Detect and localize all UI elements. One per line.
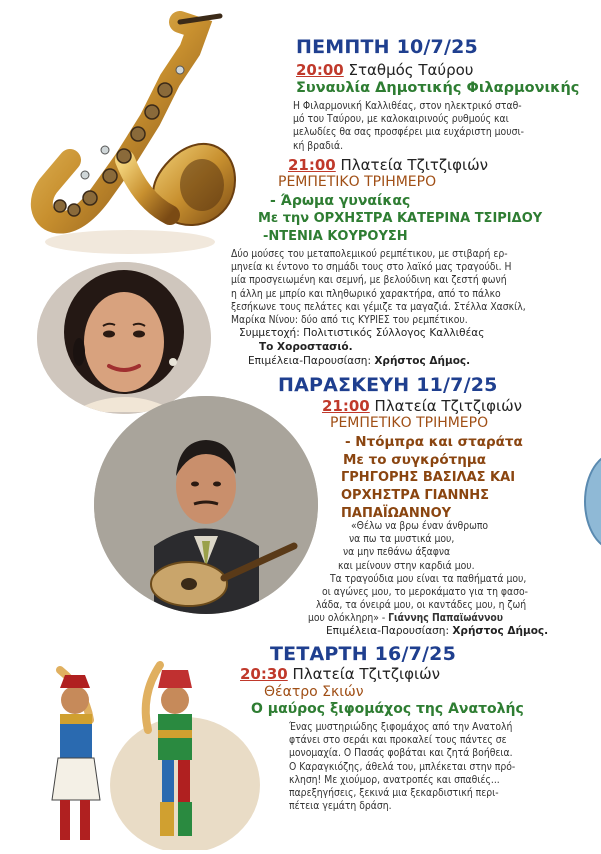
quote-line: λάδα, τα όνειρά μου, οι καντάδες μου, η ζωή <box>316 599 527 612</box>
quote-line: και μείνουν στην καρδιά μου. <box>338 559 475 572</box>
event-4-time-venue <box>240 665 440 683</box>
event-2-credit-label: Επιμέλεια-Παρουσίαση: <box>248 355 375 367</box>
event-2-time: 21:00 <box>288 156 336 174</box>
event-4-series: Θέατρο Σκιών <box>264 684 364 700</box>
event-4-description <box>289 721 594 813</box>
event-2-credit <box>248 355 470 367</box>
event-2-time-venue <box>288 156 488 174</box>
event-2-desc-line: μηνεία κι έντονο το σημάδι τους στο λαϊκό μας τραγούδι. Η <box>231 261 512 274</box>
quote-line: οι αγώνες μου, το μεροκάματο για τη φασο- <box>322 586 528 599</box>
event-4-desc-line: Ένας μυστηριώδης ξιφομάχος από την Ανατολή <box>289 721 513 733</box>
event-1-title: Συναυλία Δημοτικής Φιλαρμονικής <box>296 80 580 96</box>
event-3-quote <box>296 520 596 626</box>
event-2-series: ΡΕΜΠΕΤΙΚΟ ΤΡΙΗΜΕΡΟ <box>278 174 437 190</box>
event-2-description <box>231 248 593 327</box>
event-1-time-venue <box>296 61 474 79</box>
event-3-band-2: ΟΡΧΗΣΤΡΑ ΓΙΑΝΝΗΣ <box>341 488 490 503</box>
event-3-credit <box>326 625 548 637</box>
event-4-time: 20:30 <box>240 665 288 683</box>
quote-line: μου ολόκληρη» - <box>308 612 389 625</box>
event-2-dance-name: Το Χοροστασιό. <box>259 341 353 353</box>
event-4-desc-line: πέτεια γεμάτη δράση. <box>289 800 392 813</box>
event-2-singer: -ΝΤΕΝΙΑ ΚΟΥΡΟΥΣΗ <box>263 229 408 244</box>
event-4-venue: Πλατεία Τζιτζιφιών <box>287 665 441 683</box>
edge-decoration <box>584 452 601 547</box>
musician-portrait-man-bouzouki <box>94 396 318 614</box>
event-2-desc-line: μία προσγειωμένη και σεμνή, με βελούδινη και ζεστή φωνή <box>231 274 507 287</box>
event-3-series: ΡΕΜΠΕΤΙΚΟ ΤΡΙΗΜΕΡΟ <box>330 415 489 431</box>
event-4-desc-line: φτάνει στο σεράι και προκαλεί τους πάντες σε <box>289 734 507 747</box>
event-1-description <box>293 100 588 153</box>
quote-author: Γιάννης Παπαϊωάννου <box>388 612 504 625</box>
event-2-dance-group <box>259 341 353 353</box>
event-1-day: ΠΕΜΠΤΗ 10/7/25 <box>296 36 478 58</box>
event-2-participation: Συμμετοχή: Πολιτιστικός Σύλλογος Καλλιθέας <box>239 327 485 339</box>
event-3-band-1: ΓΡΗΓΟΡΗΣ ΒΑΣΙΛΑΣ ΚΑΙ <box>341 470 516 485</box>
event-2-venue: Πλατεία Τζιτζιφιών <box>335 156 489 174</box>
singer-portrait-woman <box>37 262 211 414</box>
event-2-credit-name: Χρήστος Δήμος. <box>374 355 471 367</box>
quote-line: Τα τραγούδια μου είναι τα παθήματά μου, <box>330 572 527 585</box>
event-1-desc-line: μελωδίες θα σας προσφέρει μια ευχάριστη μουσι- <box>293 126 524 139</box>
shadow-puppets-karagiozis <box>30 650 260 850</box>
event-4-desc-line: κληση! Με χιούμορ, ανατροπές και σπαθιές... <box>289 773 500 786</box>
event-1-desc-line: μό του Ταύρου, με καλοκαιρινούς ρυθμούς και <box>293 113 509 126</box>
event-2-desc-line: Δύο μούσες του μεταπολεμικού ρεμπέτικου, με στιβαρή ερ- <box>231 248 508 260</box>
event-3-day: ΠΑΡΑΣΚΕΥΗ 11/7/25 <box>278 374 498 396</box>
quote-line: να πω τα μυστικά μου, <box>349 533 455 546</box>
event-3-band-3: ΠΑΠΑΪΩΑΝΝΟΥ <box>341 506 452 521</box>
event-1-time: 20:00 <box>296 61 344 79</box>
event-3-credit-name: Χρήστος Δήμος. <box>452 625 549 637</box>
event-3-title: - Ντόμπρα και σταράτα <box>345 434 523 450</box>
event-2-title: - Άρωμα γυναίκας <box>270 193 411 209</box>
event-3-time-venue <box>322 397 522 415</box>
quote-last-line <box>296 612 596 625</box>
event-1-venue: Σταθμός Ταύρου <box>343 61 474 79</box>
event-1-desc-line: κή βραδιά. <box>293 139 344 152</box>
event-4-desc-line: παρεξηγήσεις, ξεκινά μια ξεκαρδιστική περι- <box>289 787 499 800</box>
event-2-desc-line: ξεσήκωνε τους πελάτες και γέμιζε τα μαγαζιά. Στέλλα Χασκίλ, <box>231 300 526 313</box>
saxophone-illustration <box>30 10 245 260</box>
event-4-desc-line: μονομαχία. Ο Πασάς φοβάται και ζητά βοήθεια. <box>289 747 513 760</box>
event-4-day: ΤΕΤΑΡΤΗ 16/7/25 <box>270 643 456 665</box>
event-2-desc-line: Μαρίκα Νίνου: δύο από τις ΚΥΡΙΕΣ του ρεμπέτικου. <box>231 314 468 327</box>
event-2-orchestra: Με την ΟΡΧΗΣΤΡΑ ΚΑΤΕΡΙΝΑ ΤΣΙΡΙΔΟΥ <box>258 211 543 226</box>
event-2-desc-line: η άλλη με μπρίο και πληθωρικό χαρακτήρα, από το πάλκο <box>231 287 501 300</box>
event-1-desc-line: Η Φιλαρμονική Καλλιθέας, στον ηλεκτρικό σταθ- <box>293 100 522 112</box>
event-3-time: 21:00 <box>322 397 370 415</box>
quote-line: να μην πεθάνω άξαφνα <box>343 546 451 559</box>
event-3-band-intro: Με το συγκρότημα <box>343 452 487 468</box>
quote-line: «Θέλω να βρω έναν άνθρωπο <box>351 520 489 532</box>
event-3-venue: Πλατεία Τζιτζιφιών <box>369 397 523 415</box>
event-4-desc-line: Ο Καραγκιόζης, άθελά του, μπλέκεται στην πρό- <box>289 760 516 773</box>
event-4-title: Ο μαύρος ξιφομάχος της Ανατολής <box>251 701 524 717</box>
event-3-credit-label: Επιμέλεια-Παρουσίαση: <box>326 625 453 637</box>
